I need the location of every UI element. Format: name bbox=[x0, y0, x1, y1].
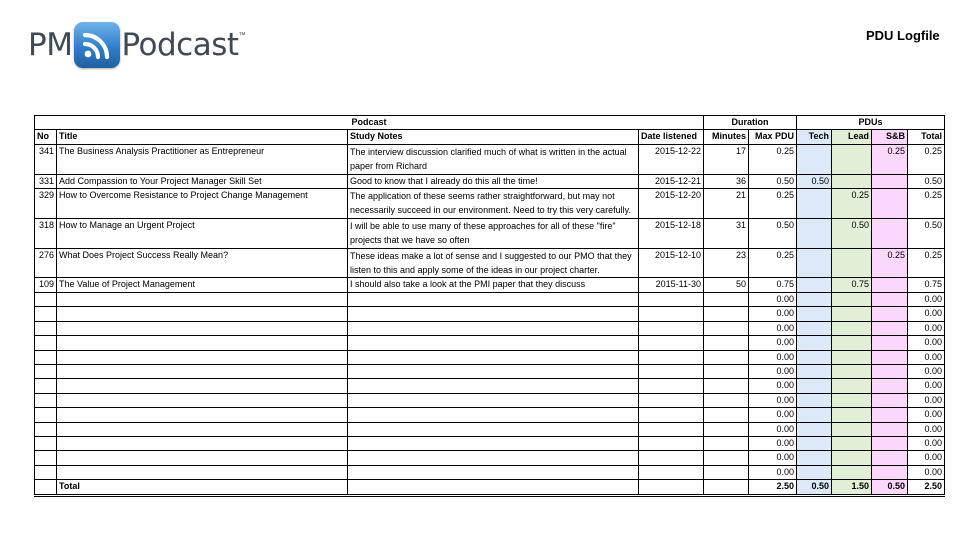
cell-notes: I should also take a look at the PMI paper that they discuss bbox=[348, 278, 639, 292]
cell-date: 2015-12-21 bbox=[639, 174, 704, 188]
cell-minutes bbox=[704, 321, 749, 335]
cell-date bbox=[639, 364, 704, 378]
cell-tech bbox=[797, 248, 832, 278]
cell-total: 0.00 bbox=[908, 336, 945, 350]
total-sb: 0.50 bbox=[872, 480, 908, 495]
cell-title bbox=[57, 321, 348, 335]
cell-sb bbox=[872, 321, 908, 335]
cell-maxpdu: 0.00 bbox=[749, 465, 797, 479]
logo-text-pm: PM bbox=[28, 27, 73, 63]
cell-notes bbox=[348, 422, 639, 436]
cell-total: 0.75 bbox=[908, 278, 945, 292]
cell-notes: The application of these seems rather straightforward, but may not necessarily succeed in our environment. Need to try this very carefully. bbox=[348, 189, 639, 219]
cell-no: 109 bbox=[35, 278, 57, 292]
cell-minutes: 36 bbox=[704, 174, 749, 188]
group-duration: Duration bbox=[704, 116, 797, 130]
cell-notes bbox=[348, 364, 639, 378]
cell-maxpdu: 0.00 bbox=[749, 422, 797, 436]
logo-trademark: ™ bbox=[238, 32, 246, 39]
cell-no bbox=[35, 451, 57, 465]
column-header-row bbox=[35, 130, 945, 144]
col-tech: Tech bbox=[797, 130, 832, 144]
cell-notes bbox=[348, 393, 639, 407]
table-row bbox=[35, 278, 945, 292]
cell-no bbox=[35, 292, 57, 306]
cell-title bbox=[57, 436, 348, 450]
cell-tech bbox=[797, 422, 832, 436]
cell-notes bbox=[348, 292, 639, 306]
cell-sb bbox=[872, 278, 908, 292]
cell-maxpdu: 0.00 bbox=[749, 321, 797, 335]
group-podcast: Podcast bbox=[35, 116, 704, 130]
cell-maxpdu: 0.00 bbox=[749, 336, 797, 350]
cell-title: How to Overcome Resistance to Project Change Management bbox=[57, 189, 348, 219]
cell-total: 0.00 bbox=[908, 350, 945, 364]
cell-total: 0.00 bbox=[908, 307, 945, 321]
cell-sb bbox=[872, 336, 908, 350]
cell-minutes: 17 bbox=[704, 144, 749, 174]
cell-sb bbox=[872, 350, 908, 364]
cell-minutes: 31 bbox=[704, 218, 749, 248]
cell-date bbox=[639, 393, 704, 407]
cell-total: 0.25 bbox=[908, 248, 945, 278]
cell-minutes bbox=[704, 292, 749, 306]
cell-date bbox=[639, 336, 704, 350]
cell-lead: 0.75 bbox=[832, 278, 872, 292]
cell-notes bbox=[348, 451, 639, 465]
empty-row bbox=[35, 321, 945, 335]
cell-date: 2015-11-30 bbox=[639, 278, 704, 292]
cell-lead bbox=[832, 350, 872, 364]
empty-row bbox=[35, 422, 945, 436]
cell-maxpdu: 0.00 bbox=[749, 307, 797, 321]
cell-lead bbox=[832, 465, 872, 479]
cell-title bbox=[57, 364, 348, 378]
cell-tech bbox=[797, 218, 832, 248]
cell-tech bbox=[797, 144, 832, 174]
cell-tech bbox=[797, 189, 832, 219]
empty-row bbox=[35, 393, 945, 407]
cell-notes: I will be able to use many of these approaches for all of these "fire" projects that we have so often bbox=[348, 218, 639, 248]
cell-total: 0.00 bbox=[908, 451, 945, 465]
cell-maxpdu: 0.00 bbox=[749, 379, 797, 393]
cell-minutes bbox=[704, 422, 749, 436]
total-tech: 0.50 bbox=[797, 480, 832, 495]
pdu-log-table bbox=[34, 115, 945, 497]
cell-sb bbox=[872, 364, 908, 378]
total-minutes-cell bbox=[704, 480, 749, 495]
cell-lead bbox=[832, 364, 872, 378]
cell-no: 331 bbox=[35, 174, 57, 188]
cell-total: 0.00 bbox=[908, 379, 945, 393]
cell-tech bbox=[797, 393, 832, 407]
cell-minutes: 50 bbox=[704, 278, 749, 292]
cell-maxpdu: 0.00 bbox=[749, 408, 797, 422]
cell-total: 0.50 bbox=[908, 218, 945, 248]
cell-maxpdu: 0.50 bbox=[749, 174, 797, 188]
cell-minutes bbox=[704, 393, 749, 407]
col-lead: Lead bbox=[832, 130, 872, 144]
cell-sb bbox=[872, 465, 908, 479]
cell-tech bbox=[797, 465, 832, 479]
cell-maxpdu: 0.00 bbox=[749, 364, 797, 378]
cell-sb bbox=[872, 218, 908, 248]
col-notes: Study Notes bbox=[348, 130, 639, 144]
cell-minutes bbox=[704, 465, 749, 479]
empty-row bbox=[35, 465, 945, 479]
cell-maxpdu: 0.00 bbox=[749, 393, 797, 407]
cell-notes: Good to know that I already do this all the time! bbox=[348, 174, 639, 188]
cell-tech bbox=[797, 364, 832, 378]
cell-sb bbox=[872, 292, 908, 306]
cell-notes bbox=[348, 336, 639, 350]
cell-lead: 0.50 bbox=[832, 218, 872, 248]
cell-tech bbox=[797, 307, 832, 321]
cell-notes bbox=[348, 465, 639, 479]
cell-notes bbox=[348, 307, 639, 321]
cell-no bbox=[35, 379, 57, 393]
pm-podcast-logo bbox=[28, 20, 246, 70]
empty-row bbox=[35, 364, 945, 378]
empty-row bbox=[35, 350, 945, 364]
cell-maxpdu: 0.50 bbox=[749, 218, 797, 248]
table-row bbox=[35, 174, 945, 188]
empty-row bbox=[35, 292, 945, 306]
cell-title bbox=[57, 393, 348, 407]
cell-title: What Does Project Success Really Mean? bbox=[57, 248, 348, 278]
cell-no bbox=[35, 307, 57, 321]
cell-date bbox=[639, 350, 704, 364]
cell-tech bbox=[797, 336, 832, 350]
cell-total: 0.00 bbox=[908, 422, 945, 436]
col-no: No bbox=[35, 130, 57, 144]
cell-sb: 0.25 bbox=[872, 248, 908, 278]
cell-title bbox=[57, 292, 348, 306]
cell-total: 0.00 bbox=[908, 364, 945, 378]
cell-minutes bbox=[704, 364, 749, 378]
total-notes-cell bbox=[348, 480, 639, 495]
cell-minutes bbox=[704, 379, 749, 393]
cell-lead bbox=[832, 248, 872, 278]
empty-row bbox=[35, 336, 945, 350]
cell-date: 2015-12-10 bbox=[639, 248, 704, 278]
cell-minutes bbox=[704, 436, 749, 450]
cell-lead bbox=[832, 174, 872, 188]
col-maxpdu: Max PDU bbox=[749, 130, 797, 144]
cell-date: 2015-12-18 bbox=[639, 218, 704, 248]
cell-total: 0.00 bbox=[908, 292, 945, 306]
cell-lead bbox=[832, 307, 872, 321]
table-row bbox=[35, 248, 945, 278]
cell-tech bbox=[797, 292, 832, 306]
cell-date bbox=[639, 307, 704, 321]
cell-maxpdu: 0.25 bbox=[749, 189, 797, 219]
cell-tech bbox=[797, 379, 832, 393]
cell-lead bbox=[832, 292, 872, 306]
cell-sb bbox=[872, 307, 908, 321]
cell-lead bbox=[832, 144, 872, 174]
cell-maxpdu: 0.00 bbox=[749, 451, 797, 465]
cell-title: The Business Analysis Practitioner as Entrepreneur bbox=[57, 144, 348, 174]
cell-no bbox=[35, 408, 57, 422]
cell-title bbox=[57, 422, 348, 436]
cell-no: 329 bbox=[35, 189, 57, 219]
cell-sb bbox=[872, 189, 908, 219]
cell-minutes bbox=[704, 307, 749, 321]
cell-date bbox=[639, 379, 704, 393]
cell-tech bbox=[797, 321, 832, 335]
cell-no bbox=[35, 393, 57, 407]
cell-date bbox=[639, 422, 704, 436]
cell-lead bbox=[832, 393, 872, 407]
cell-minutes: 21 bbox=[704, 189, 749, 219]
cell-no: 341 bbox=[35, 144, 57, 174]
cell-maxpdu: 0.25 bbox=[749, 144, 797, 174]
total-total: 2.50 bbox=[908, 480, 945, 495]
totals-label: Total bbox=[57, 480, 348, 495]
cell-sb bbox=[872, 451, 908, 465]
cell-lead bbox=[832, 379, 872, 393]
cell-total: 0.00 bbox=[908, 321, 945, 335]
cell-lead bbox=[832, 321, 872, 335]
cell-lead bbox=[832, 422, 872, 436]
cell-no bbox=[35, 436, 57, 450]
cell-title bbox=[57, 379, 348, 393]
cell-no bbox=[35, 465, 57, 479]
logo-text-podcast: Podcast bbox=[121, 27, 239, 63]
cell-minutes bbox=[704, 350, 749, 364]
cell-notes bbox=[348, 436, 639, 450]
col-sb: S&B bbox=[872, 130, 908, 144]
cell-maxpdu: 0.75 bbox=[749, 278, 797, 292]
cell-total: 0.25 bbox=[908, 144, 945, 174]
cell-sb bbox=[872, 422, 908, 436]
totals-row bbox=[35, 480, 945, 495]
table-row bbox=[35, 189, 945, 219]
document-title: PDU Logfile bbox=[866, 28, 940, 43]
rss-icon bbox=[74, 22, 120, 68]
table-row bbox=[35, 218, 945, 248]
cell-lead: 0.25 bbox=[832, 189, 872, 219]
cell-date bbox=[639, 465, 704, 479]
total-lead: 1.50 bbox=[832, 480, 872, 495]
cell-date: 2015-12-22 bbox=[639, 144, 704, 174]
cell-no bbox=[35, 364, 57, 378]
cell-maxpdu: 0.00 bbox=[749, 292, 797, 306]
cell-lead bbox=[832, 451, 872, 465]
cell-title bbox=[57, 350, 348, 364]
table-row bbox=[35, 144, 945, 174]
cell-date bbox=[639, 436, 704, 450]
cell-total: 0.00 bbox=[908, 393, 945, 407]
cell-no bbox=[35, 336, 57, 350]
cell-total: 0.50 bbox=[908, 174, 945, 188]
cell-minutes bbox=[704, 336, 749, 350]
cell-notes: These ideas make a lot of sense and I suggested to our PMO that they listen to this and apply some of the ideas in our project charter. bbox=[348, 248, 639, 278]
cell-lead bbox=[832, 436, 872, 450]
cell-tech bbox=[797, 350, 832, 364]
cell-title: How to Manage an Urgent Project bbox=[57, 218, 348, 248]
cell-tech bbox=[797, 436, 832, 450]
cell-sb bbox=[872, 393, 908, 407]
cell-total: 0.00 bbox=[908, 408, 945, 422]
empty-row bbox=[35, 307, 945, 321]
cell-minutes: 23 bbox=[704, 248, 749, 278]
cell-tech bbox=[797, 278, 832, 292]
cell-maxpdu: 0.25 bbox=[749, 248, 797, 278]
cell-sb: 0.25 bbox=[872, 144, 908, 174]
cell-total: 0.00 bbox=[908, 436, 945, 450]
cell-no: 318 bbox=[35, 218, 57, 248]
cell-sb bbox=[872, 174, 908, 188]
cell-no bbox=[35, 321, 57, 335]
cell-title bbox=[57, 307, 348, 321]
cell-no bbox=[35, 422, 57, 436]
cell-date bbox=[639, 408, 704, 422]
cell-total: 0.00 bbox=[908, 465, 945, 479]
cell-notes: The interview discussion clarified much of what is written in the actual paper from Richard bbox=[348, 144, 639, 174]
empty-row bbox=[35, 451, 945, 465]
total-date-cell bbox=[639, 480, 704, 495]
col-total: Total bbox=[908, 130, 945, 144]
col-title: Title bbox=[57, 130, 348, 144]
cell-notes bbox=[348, 350, 639, 364]
cell-title bbox=[57, 451, 348, 465]
cell-lead bbox=[832, 408, 872, 422]
cell-lead bbox=[832, 336, 872, 350]
empty-row bbox=[35, 408, 945, 422]
cell-maxpdu: 0.00 bbox=[749, 350, 797, 364]
cell-title: Add Compassion to Your Project Manager Skill Set bbox=[57, 174, 348, 188]
cell-sb bbox=[872, 379, 908, 393]
cell-date bbox=[639, 292, 704, 306]
cell-minutes bbox=[704, 451, 749, 465]
cell-notes bbox=[348, 321, 639, 335]
total-no-cell bbox=[35, 480, 57, 495]
cell-sb bbox=[872, 436, 908, 450]
cell-date: 2015-12-20 bbox=[639, 189, 704, 219]
cell-notes bbox=[348, 379, 639, 393]
empty-row bbox=[35, 436, 945, 450]
cell-date bbox=[639, 451, 704, 465]
cell-title bbox=[57, 408, 348, 422]
cell-no bbox=[35, 350, 57, 364]
cell-title bbox=[57, 465, 348, 479]
empty-row bbox=[35, 379, 945, 393]
cell-total: 0.25 bbox=[908, 189, 945, 219]
cell-minutes bbox=[704, 408, 749, 422]
cell-date bbox=[639, 321, 704, 335]
cell-title: The Value of Project Management bbox=[57, 278, 348, 292]
cell-no: 276 bbox=[35, 248, 57, 278]
cell-tech bbox=[797, 408, 832, 422]
cell-tech bbox=[797, 451, 832, 465]
total-maxpdu: 2.50 bbox=[749, 480, 797, 495]
col-minutes: Minutes bbox=[704, 130, 749, 144]
cell-tech: 0.50 bbox=[797, 174, 832, 188]
cell-notes bbox=[348, 408, 639, 422]
cell-maxpdu: 0.00 bbox=[749, 436, 797, 450]
cell-title bbox=[57, 336, 348, 350]
group-header-row bbox=[35, 116, 945, 130]
col-date: Date listened bbox=[639, 130, 704, 144]
cell-sb bbox=[872, 408, 908, 422]
group-pdus: PDUs bbox=[797, 116, 945, 130]
empty-rows bbox=[35, 292, 945, 479]
